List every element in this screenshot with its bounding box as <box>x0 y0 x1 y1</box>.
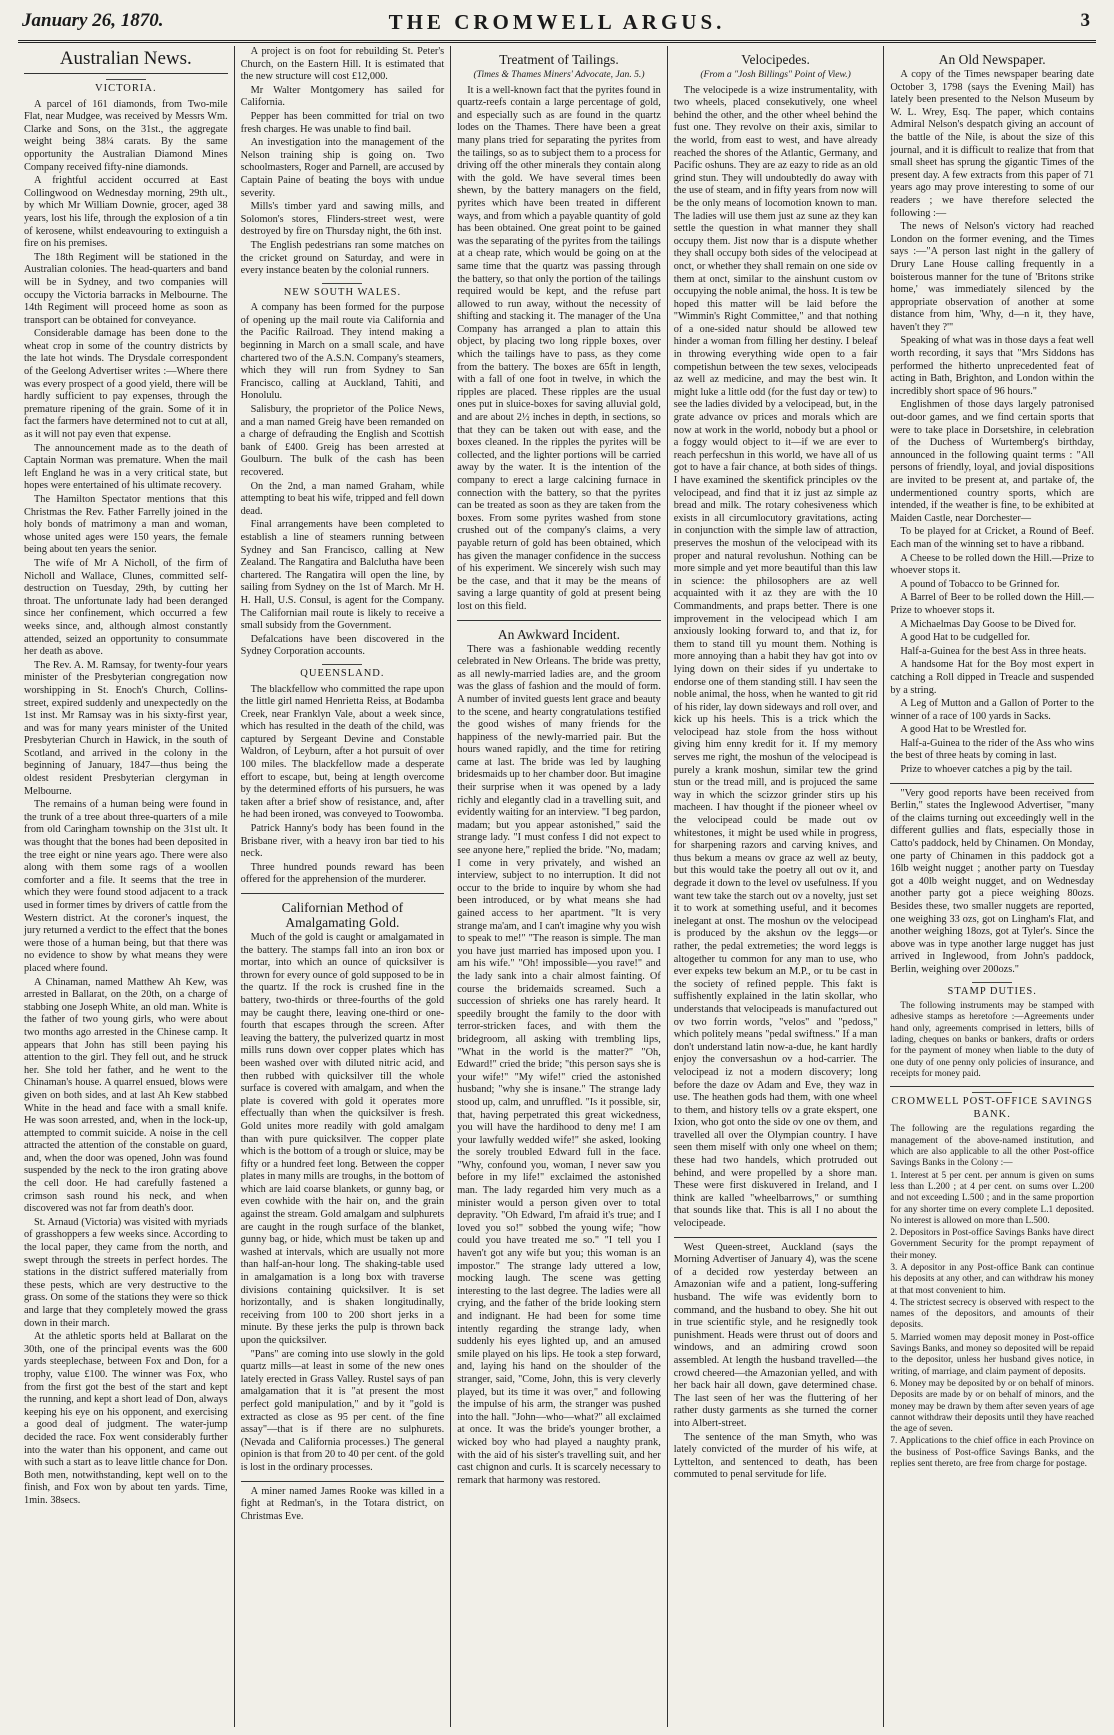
page-number: 3 <box>1080 10 1090 31</box>
divider <box>457 620 661 621</box>
paragraph: Patrick Hanny's body has been found in the Brisbane river, with a heavy iron bar tied to his neck. <box>240 823 445 860</box>
paragraph: The Rev. A. M. Ramsay, for twenty-four years minister of the Presbyterian congregation now worshipping in St. Enoch's Church, Collins-street, expired suddenly and unexpectedly on the 1st inst. Mr Ramsay was in his sixty-first year, and was for many years minister of the United Presbyterian Church in Hawick, in the south of Scotland, and arrived in the colony in the beginning of January, 1847—thus being the oldest resident Presbyterian clergyman in Melbourne. <box>24 659 228 797</box>
article-source: (Times & Thames Miners' Advocate, Jan. 5.) <box>473 69 645 80</box>
paragraph: Much of the gold is caught or amalgamated in the battery. The stamps fall into an iron box or mortar, into which an ounce of quicksilver is thrown for every ounce of gold supposed to be in the quartz. If the rock is crushed fine in the battery, two-thirds or three-fourths of the gold may be caught there, leaving one-third or one-fourth that escapes through the screen. After leaving the battery, the pulverized quartz in most mills runs down over copper plates which has been washed over with diluted nitric acid, and then rubbed with quicksilver till the whole surface is covered with amalgam, and when the plate is covered with gold it operates more effectually than when the quicksilver is fresh. Gold unites more readily with gold amalgam than with pure quicksilver. The copper plate which is the bottom of a trough or sluice, may be fifty or a hundred feet long. Between the copper plates in many mills are troughs, in the bottom of which are laid coarse blankets, or gunny bag, or even cowhide with the hair on, and the grain against the stream. Gold amalgam and sulphurets are caught in the rough surface of the blanket, gunny bag, or hide, which must be taken up and washed at intervals, which are usually not more than half-an-hour long. The shaking-table used in amalgamation is a long box with traverse divisions containing quicksilver. It is set horizontally, and is shaken longitudinally, receiving from 100 to 200 short jerks in a minute. By these jerks the pulp is thrown back upon the quicksilver. <box>240 932 445 1346</box>
paragraph: The English pedestrians ran some matches on the cricket ground on Saturday, and were in every instance beaten by the colonial runners. <box>240 239 445 277</box>
paragraph: Three hundred pounds reward has been offered for the apprehension of the murderer. <box>240 861 445 886</box>
paragraph: The wife of Mr A Nicholl, of the firm of Nicholl and Wallace, Clunes, committed self-destruction on Tuesday, 29th, by cutting her throat. The unfortunate lady had been deranged since her confinement, which occurred a few weeks since, and, although almost constantly attended, seized an opportunity to consummate her death as above. <box>24 557 228 658</box>
paragraph: "Pans" are coming into use slowly in the gold quartz mills—at least in some of the new ones lately erected in Grass Valley. Rustel says of pan amalgamation that it is "at present the most perfect gold manipulation," and by it "gold is extracted as close as 95 per cent. of the fine assay"—that is if there are no sulphurets. (Nevada and California processes.) The general opinion is that from 20 to 40 per cent. of the gold is lost in the ordinary processes. <box>240 1348 445 1473</box>
paragraph: A Leg of Mutton and a Gallon of Porter to the winner of a race of 100 yards in Sacks. <box>890 698 1094 722</box>
divider <box>241 1481 445 1482</box>
column-4 <box>668 46 885 1727</box>
queensland-heading: QUEENSLAND. <box>241 664 445 681</box>
paragraph: Pepper has been committed for trial on two fresh charges. He was unable to find bail. <box>240 110 445 135</box>
paragraph: "Very good reports have been received from Berlin," states the Inglewood Advertiser, "many of the claims turning out exceedingly well in the different gullies and flats, especially those in Catto's paddock, held by Chinamen. On Monday, one party of Chinamen in this paddock got a 16lb weight nugget ; another party on Tuesday got a 40lb weight nugget, and on Wednesday another party got a piece weighing 80ozs. Besides these, two smaller nuggets are reported, one weighing 33 ozs, got on Lingham's Flat, and another weighing 18ozs, got at Tyler's. Since the above was in type another large nugget has just arrived in Inglewood, from John's paddock, Berlin, weighing over 200ozs." <box>890 787 1094 975</box>
paragraph: West Queen-street, Auckland (says the Morning Advertiser of January 4), was the scene of a decided row yesterday between an Amazonian wife and a patient, long-suffering husband. The wife was evidently born to command, and the husband to obey. She hit out in true scientific style, and he resignedly took punishment. Heads were thrust out of doors and windows, and an admiring crowd soon assembled. At length the husband travelled—the crowd cheered—the Amazonian yelled, and with her back hair all down, gave determined chase. The last seen of her was the fluttering of her rather dusty garments as she turned the corner into Albert-street. <box>673 1241 878 1429</box>
velocipedes-title: Velocipedes. <box>741 52 810 67</box>
paragraph: A handsome Hat for the Boy most expert in catching a Roll dipped in Treacle and suspended by a string. <box>890 659 1094 696</box>
column-1 <box>18 46 235 1727</box>
awkward-incident-title: An Awkward Incident. <box>497 626 621 642</box>
article-source: (From a "Josh Billings" Point of View.) <box>700 69 851 80</box>
paragraph: Mills's timber yard and sawing mills, and Solomon's stores, Flinders-street west, were destroyed by fire on Thursday night, the 6th inst. <box>240 201 445 238</box>
column-3 <box>451 46 668 1727</box>
old-newspaper-title: An Old Newspaper. <box>938 52 1046 67</box>
nsw-heading: NEW SOUTH WALES. <box>241 283 445 300</box>
amalgamating-gold-title: Californian Method of Amalgamating Gold. <box>281 900 404 930</box>
paragraph: The following are the regulations regarding the management of the above-named institution, and which are also applicable to all the other Post-office Savings Banks in the Colony :— <box>890 1124 1094 1169</box>
newspaper-title: THE CROMWELL ARGUS. <box>388 10 726 34</box>
paragraph: St. Arnaud (Victoria) was visited with myriads of grasshoppers a few weeks since. According to the local paper, they came from the north, and swept through the streets in perfect hordes. The stations in the district suffered materially from these pests, which are very destructive to the grass. On some of the stations they were so thick and large that they completely mowed the grass down in their march. <box>24 1216 228 1329</box>
paragraph: The news of Nelson's victory had reached London on the former evening, and the Times says :—"A person last night in the gallery of Drury Lane House calling frequently in a boisterous manner for the tune of 'Britons strike home,' was immediately silenced by the appropriate observation of another at some distance from him, 'Why, d—n it, they have, haven't they ?'" <box>890 221 1094 333</box>
paragraph: A project is on foot for rebuilding St. Peter's Church, on the Eastern Hill. It is estimated that the new structure will cost £12,000. <box>240 46 445 83</box>
paragraph: On the 2nd, a man named Graham, while attempting to beat his wife, tripped and fell down dead. <box>240 480 445 517</box>
masthead <box>18 6 1096 43</box>
paragraph: The sentence of the man Smyth, who was lately convicted of the murder of his wife, at Lyttelton, and sentenced to death, has been commuted to penal servitude for life. <box>673 1431 878 1481</box>
paragraph: The blackfellow who committed the rape upon the little girl named Henrietta Reiss, at Bodamba Creek, near Franklyn Vale, about a week since, which has resulted in the death of the child, was captured by Sergeant Devine and Constable Waldron, of Leyburn, after a hot pursuit of over 100 miles. The blackfellow made a desperate effort to escape, but, being at length overcome by the determined efforts of his pursuers, he was taken after a brief show of resistance, and, after he had been ironed, was conveyed to Toowomba. <box>240 683 445 821</box>
regulation-item: 2. Depositors in Post-office Savings Banks have direct Government Security for the prompt repayment of their money. <box>890 1228 1094 1261</box>
paragraph: There was a fashionable wedding recently celebrated in New Orleans. The bride was pretty, as all newly-married ladies are, and the groom was the glass of fashion and the mould of form. A number of invited guests lent grace and beauty to the scene, and hearty congratulations testified the good wishes of many friends for the happiness of the newly-married pair. But the hours waned rapidly, and the time for retiring came at last. The bride was led by laughing bridesmaids up to her chamber door. But imagine their surprise when it was opened by a lady richly and elegantly clad in a travelling suit, and evidently waiting for an interview. "I beg pardon, madam; but you appear astonished," said the strange lady. "I must confess I did not expect to see anyone here," replied the bride. "No, madam; I come in very privately, and wished an interview, subject to no interruption. It did not occur to the bride to inquire by whom she had been introduced, or by what means she had gained access to her apartment. "It is very strange ma'am, and I can't imagine why you wish to speak to me!" "The reason is simple. The man you have just married has imposed upon you. I am his wife." "Oh! impossible—you rave!" and the lady sank into a chair almost fainting. Of course the bridemaids screamed. Such a succession of shrieks one has rarely heard. It speedily brought the family to the door with terror-stricken faces, and with them the bridegroom, all asking with trembling lips, "What in the world is the matter?" "Oh, Edward!" cried the bride; "this person says she is your wife!" "My wife!" cried the astonished husband; "why she is insane." The strange lady stood up, calm, and unruffled. "Is it possible, sir, that, having perpetrated this great wickedness, you will have the hardihood to deny me! I am your lawfully wedded wife!" she asked, looking the sorely troubled Edward full in the face. "Why, confound you, woman, I never saw you before in my life!" exclaimed the astonished man. The lady regarded him very much as a minister would a person given over to total depravity. "Oh Edward, I'm afraid it's true; and I loved you so!" sobbed the young wife; "how could you have treated me so." "I tell you I haven't got any wife but you; this woman is an impostor." The strange lady uttered a low, mocking laugh. The scene was getting interesting to the last degree. The ladies were all crying, and the father of the bride looking stern and indignant. He had been for some time intently regarding the strange lady, when suddenly his eyes lighted up, and an amused smile played on his lips. He took a step forward, and, laying his hand on the shoulder of the stranger, said, "Come, John, this is very cleverly played, but its time it was over," and following the impulse of his arm, the stranger was pushed into the hall. "John—who—what?" all exclaimed at once. It was the bride's younger brother, a wicked boy who had played a naughty prank, with the aid of his sister's travelling suit, and her cast chignon and curls. It is scarcely necessary to remark that harmony was restored. <box>457 643 661 1486</box>
paragraph: A good Hat to be cudgelled for. <box>900 632 1030 644</box>
paragraph: At the athletic sports held at Ballarat on the 30th, one of the principal events was the 600 yards steeplechase, between Fox and Don, for a trophy, value £100. The winner was Fox, who from the first got the best of the start and kept the running, and kept a short lead of Don, always keeping his eye on his opponent, and exercising a good deal of judgment. The water-jump decided the race. Fox went considerably further into the water than his opponent, and came out with such a start as to leave little chance for Don. Both men, notwithstanding, kept well on to the finish, and Fox won by about ten yards. Time, 1min. 38secs. <box>24 1331 228 1506</box>
paragraph: Defalcations have been discovered in the Sydney Corporation accounts. <box>240 633 445 658</box>
divider <box>890 783 1094 784</box>
paragraph: Mr Walter Montgomery has sailed for California. <box>240 84 445 109</box>
paragraph: Final arrangements have been completed to establish a line of steamers running between Sydney and San Francisco, calling at New Zealand. The Rangatira and Balclutha have been chartered. The Rangatira will open the line, by sailing from Sydney on the 1st of March. Mr H. H. Hall, U.S. Consul, is agent for the Company. The Californian mail route is likely to receive a small subsidy from the Government. <box>240 519 445 632</box>
regulation-item: 6. Money may be deposited by or on behalf of minors. Deposits are made by or on behalf of minors, and the money may be drawn by them after seven years of age cannot withdraw their deposits until they have reached the age of seven. <box>890 1378 1094 1435</box>
victoria-heading: VICTORIA. <box>24 79 228 96</box>
paragraph: To be played for at Cricket, a Round of Beef. Each man of the winning set to have a ribband. <box>890 526 1094 550</box>
paragraph: The remains of a human being were found in the trunk of a tree about three-quarters of a mile from old Caringham township on the 31st ult. It was thought that the bones had been deposited in the tree eight or nine years ago. There were also along with them some rags of a woollen comforter and a file. It seems that the tree in which they were found stood adjacent to a track used in former times by drivers of cattle from the Western district. At the coroner's inquest, the jury returned a verdict to the effect that the bones were those of a human being, but that there was no evidence to show by what means they were placed where found. <box>24 799 228 974</box>
issue-date: January 26, 1870. <box>22 10 164 31</box>
regulation-item: 1. Interest at 5 per cent. per annum is given on sums less than L.200 ; at 4 per cent. on sums over L.200 and not exceeding L.500 ; and in the same proportion for any shorter time on every complete L.1 deposited. No interest is allowed on more than L.500. <box>890 1170 1094 1226</box>
paragraph: Englishmen of those days largely patronised out-door games, and we find certain sports that were to take place in Dorsetshire, in celebration of the Duchess of Wurtemberg's birthday, announced in the following quaint terms : "All persons of friendly, loyal, and jovial dispositions are invited to be present at, and partake of, the undermentioned country sports, which are intended, if the weather is fine, to be exhibited at Maiden Castle, near Dorchester— <box>890 399 1094 524</box>
regulation-item: 5. Married women may deposit money in Post-office Savings Banks, and money so deposited will be repaid to the depositor, unless her husband gives notice, in writing, of marriage, and claim payment of deposits. <box>890 1332 1094 1377</box>
regulation-item: 4. The strictest secrecy is observed with respect to the names of the depositors, and amounts of their deposits. <box>890 1297 1094 1331</box>
paragraph: A parcel of 161 diamonds, from Two-mile Flat, near Mudgee, was received by Messrs Wm. Clarke and Sons, on the 31st., the aggregate weight being 38¼ carats. By the same opportunity the Australian Diamond Mines Company received fifty-nine diamonds. <box>24 98 228 173</box>
paragraph: Half-a-Guinea for the best Ass in three heats. <box>900 645 1087 657</box>
stamp-duties-heading: STAMP DUTIES. <box>890 982 1094 999</box>
paragraph: Salisbury, the proprietor of the Police News, and a man named Greig have been remanded on a charge of defrauding the English and Scottish bank of £400. Greig has been arrested at Goulburn. The bulk of the cash has been recovered. <box>240 404 445 478</box>
paragraph: The velocipede is a wize instrumentality, with two wheels, placed consekutively, one wheel behind the other, and the other wheel behind the fust one. They revolve on their axis, similar to the world, from east to west, and have already reached the shores of the Atlantic, Germany, and Pacific oshuns. They are az eazy to ride as an old grind stun. They will undoubtedly do away with the use of steam, and in fifty years from now will be the only means of locomotion known to man. The ladies will use them just az sune az they kan settle the question in what manner they shall occupy them. Jist now thar is a dispute whether they shall occupy both sides of the velocipead at onct, or whether they shall remain on one side ov them at onct, similar to the ainshunt custom ov occupying the noble animal, the hoss. It is tew be hoped this matter will be laid before the "Wimmin's Right Committee," and that nothing of a one-sided natur should be allowed tew hinder a woman from filling her destiny. I beleaf in throwing everything wide open to a fair competishun between the tew sexes, velocipeads az well az medicine, and may the best win. It might luke a little odd (for the fust day or tew) to see the ladies divided by a velocipead, but, in the grate advance ov prices and morals which are now at work in the world, nobody but a phool or a foggy would object to it—if we are ever to reach perfecshun in this world, we have all of us got to have a fair chance, at both sides of things. I have examined the skentifick principles ov the velocipead, and find that it iz just az simple az bread and milk. The rotary cohesiveness which exists in all circumlocutory gravitations, acting in conjunction with the simple law of attraction, preserves the moshun of the velocipead with its proper and natural revolushun. Nothing can be more simple and yet more beautiful than this law in science: the philosophers are az well acquainted with it az they are with the 10 Commandments, and praps better. There is one improvement in the velocipead which I am anxiously looking forward to, and that iz, for them to stand till yu mount them. Nothing is more annoying than a habit they hav got into ov lying down on their sides if yu undertake to endorse one of them standing still. I hav seen the noble animal, the hoss, when he wanted to git rid of his rider, lay down sideways and roll over, and kick up his heels. This is a trick which the velocipead haz stole from the hoss without giving him enny kredit for it. If my memory serves me right, the moshun of the velocipead is purely a krank moshun, similar tew the grind stun or the tread mill, and is projuced the same way in which the scizzor grinder stirs up his macheen. I hav thought if the pioneer wheel ov the velocipead could be made out ov whitestones, it might be used while in progress, for sharpening razors and carving knives, and thus bekum a means ov grace az well az beuty, but this would take the poetry all out ov it, and degrade it down to the level ov usefulness. If you want tew take the starch out ov a novelty, just set it to work at something useful, and it becomes inelegant at onst. The moshun ov the velocipead is produced by the akshun ov the leggs—or rather, the pedal extremeties; the word leggs is altogether tu common for any man to use, who ever expeks tew bekum an M.P., or tu be cast in the society of refined pepple. This fakt is suffishently explained in the latin skollar, who understands that velocipeads is manufactured out ov two forrin words, "velos" and "pedoss," which politely means "pedal swiftness." If a man don't understand latin now-a-due, he kant hardly enjoy the conversashun ov a hod-carrier. The velocipead iz not a modern discovery; long before the daze ov Adam and Eve, they waz in use. The heathen gods had them, with one wheel to them, and history tells ov a grate ekspert, one Ixion, who got onto the side ov one ov them, and travelled all over the Olympian country. I have seen them miself with only one wheel on them; these had two handels, which protruded out behind, and were propelled by a shore man. These were first diskuvered in Ireland, and I think are kalled "wheelbarrows," or sumthing that sounds like that. This is all I no about the velocipeade. <box>673 84 878 1230</box>
divider <box>674 1237 878 1238</box>
paragraph: The announcement made as to the death of Captain Norman was premature. When the mail left England he was in a very critical state, but hopes were entertained of his ultimate recovery. <box>24 442 228 492</box>
savings-bank-heading: CROMWELL POST-OFFICE SAVINGS BANK. <box>890 1092 1094 1121</box>
page-columns <box>18 46 1100 1727</box>
paragraph: A frightful accident occurred at East Collingwood on Wednesday morning, 29th ult., by which Mr William Downie, grocer, aged 38 years, lost his life, through the explosion of a tin of kerosene, whilst endeavouring to extinguish a fire on his premises. <box>24 175 228 250</box>
paragraph: A pound of Tobacco to be Grinned for. <box>900 578 1060 590</box>
paragraph: A Barrel of Beer to be rolled down the Hill.—Prize to whoever stops it. <box>890 592 1094 616</box>
paragraph: An investigation into the management of the Nelson training ship is going on. Two schoolmasters, Roger and Parnell, are accused by Captain Paine of beating the boys with undue severity. <box>240 137 445 199</box>
paragraph: A miner named James Rooke was killed in a fight at Redman's, in the Totara district, on Christmas Eve. <box>240 1485 445 1522</box>
paragraph: A Chinaman, named Matthew Ah Kew, was arrested in Ballarat, on the 20th, on a charge of stabbing one Joseph White, an old man. White is the father of two young girls, who were about two months ago arrested in the Chinese camp. It appears that John has still been paying his attention to the girl. They fell out, and he struck her. She told her father, and he went to the Chinaman's house. A quarrel ensued, blows were given on both sides, and at last Ah Kew stabbed White in the head and face with a small knife. He was soon arrested, and, when in the lock-up, attempted to commit suicide. A noise in the cell attracted the attention of the constable on guard, and, when the door was opened, John was found suspended by the neck to the iron grating above the cell door. He had carefully fastened a crimson sash round his neck, and when discovered was not far from death's door. <box>24 976 228 1215</box>
paragraph: Considerable damage has been done to the wheat crop in some of the country districts by the late hot winds. The Drysdale correspondent of the Geelong Advertiser writes :—Where there was every prospect of a good yield, there will be hardly sufficient to pay expenses, through the premature ripening of the grain. Some of it in fact the farmers have determined not to cut at all, as it will not pay even that expense. <box>24 328 228 441</box>
paragraph: A company has been formed for the purpose of opening up the mail route via California and the Pacific Railroad. They intend making a beginning in March on a small scale, and have chartered two of the A.S.N. Company's steamers, which they will run from Sydney to San Francisco, calling at Auckland, Tahiti, and Honolulu. <box>240 302 445 402</box>
divider <box>890 1086 1094 1087</box>
divider <box>241 893 445 894</box>
australian-news-heading: Australian News. <box>24 48 228 74</box>
regulation-item: 7. Applications to the chief office in each Province on the business of Post-office Savings Banks, and the replies sent thereto, are free from charge for postage. <box>890 1436 1094 1470</box>
regulation-item: 3. A depositor in any Post-office Bank can continue his deposits at any other, and can withdraw his money at that most convenient to him. <box>890 1262 1094 1296</box>
paragraph: The Hamilton Spectator mentions that this Christmas the Rev. Father Farrelly joined in the holy bonds of matrimony a man and woman, whose united ages were 150 years, the female being about ten years the senior. <box>24 494 228 556</box>
paragraph: Half-a-Guinea to the rider of the Ass who wins the best of three heats by coming in last. <box>890 737 1094 762</box>
column-5 <box>884 46 1100 1727</box>
paragraph: The 18th Regiment will be stationed in the Australian colonies. The head-quarters and band will be in Sydney, and two companies will occupy the Victoria barracks in Melbourne. The 14th Regiment will proceed home as soon as transport can be obtained for conveyance. <box>24 251 228 326</box>
treatment-of-tailings-title: Treatment of Tailings. <box>499 52 619 67</box>
paragraph: A Cheese to be rolled down the Hill.—Prize to whoever stops it. <box>890 552 1094 577</box>
column-2 <box>235 46 452 1727</box>
paragraph: Prize to whoever catches a pig by the tail. <box>900 764 1073 776</box>
paragraph: A copy of the Times newspaper bearing date October 3, 1798 (says the Evening Mail) has lately been presented to the Nelson Museum by W. L. Wrey, Esq. The paper, which contains Admiral Nelson's despatch giving an account of the battle of the Nile, is about the size of this journal, and it is difficult to realize that from that small sheet has sprung the gigantic Times of the present day. A few extracts from this paper of 71 years ago may prove interesting to some of our readers ; we have therefore selected the following :— <box>890 69 1094 219</box>
paragraph: It is a well-known fact that the pyrites found in quartz-reefs contain a large percentage of gold, and especially such as are found in the quartz lodes on the Thames. There have been a great many plans tried for separating the pyrites from the tailings, so as to subject them to a process for driving off the other minerals they contain along with the gold. We have several times been shewn, by the battery managers on the field, pyrites which have been treated in different ways, and from which a payable quantity of gold has been obtained. One great point to be gained was the separating of the pyrites from the tailings at a cheap rate, which would be going on at the same time that the quartz was passing through the battery, so that only the portion of the tailings required would be kept, and the refuse part allowed to run away, without the necessity of shifting and stacking it. The manager of the Una Company has arranged a plan to attain this object, by placing two long ripple boxes, over which the tailings have to pass, as they come from the battery. The boxes are 65ft in length, with a fall of one foot in twelve, in which the ripples are placed. These ripples are the usual ones put in sluice-boxes for saving alluvial gold, and are about 2½ inches in depth, in sections, so that they can be taken out with ease, and the boxes cleaned. In the ripples the pyrites will be collected, and the lighter portions will be carried away by the water. It is the intention of the company to erect a large calcining furnace in connection with the battery, so that the pyrites can be treated as soon as they are taken from the boxes. From some pyrites washed from stone crushed out of the company's claims, a very payable return of gold has been obtained, which has given the manager confidence in the success of his experiment. We sincerely wish such may be the case, and that it may be the means of saving a large quantity of gold at present being lost on this field. <box>457 84 661 612</box>
paragraph: A Michaelmas Day Goose to be Dived for. <box>900 618 1076 630</box>
paragraph: Speaking of what was in those days a feat well worth recording, it says that "Mrs Siddons has performed the hitherto unprecedented feat of acting in Bath, Brighton, and London within the incredibly short space of 96 hours." <box>890 335 1094 397</box>
paragraph: The following instruments may be stamped with adhesive stamps as heretofore :—Agreements under hand only, agreements comprised in letters, bills of lading, cheques on banks or bankers, drafts or orders for the payment of money when liable to the duty of one duty of one penny only policies of insurance, and receipts for money paid. <box>890 1001 1094 1079</box>
paragraph: A good Hat to be Wrestled for. <box>900 724 1027 736</box>
